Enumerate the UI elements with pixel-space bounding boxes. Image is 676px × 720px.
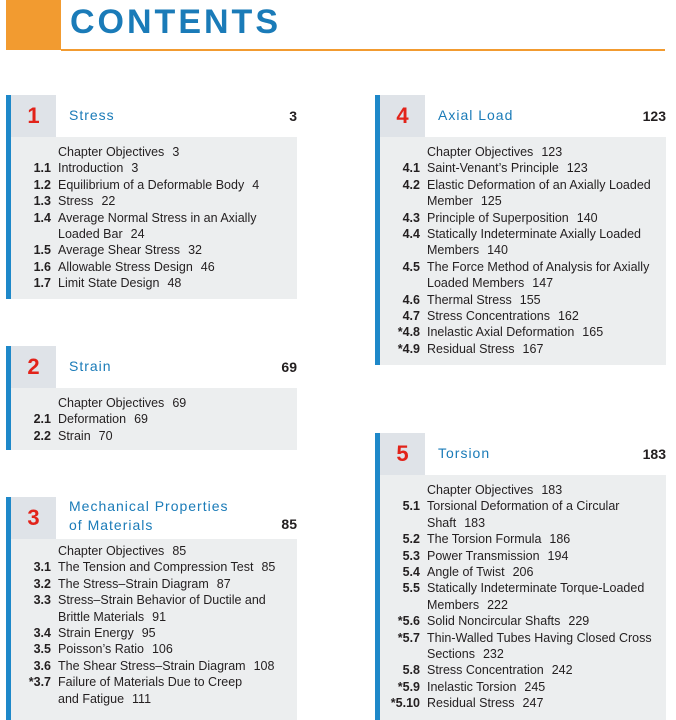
section-title-wrap (427, 531, 662, 547)
section-number: 2.1 (33, 412, 51, 427)
section-number: 5.1 (402, 499, 420, 514)
section-page: 111 (132, 691, 152, 706)
section-title: Poisson’s Ratio (58, 642, 144, 657)
section-title: Average Shear Stress (58, 243, 181, 258)
section-title-wrap (58, 674, 293, 707)
section-title-wrap (427, 482, 662, 498)
section-page: 69 (134, 412, 148, 427)
section-number: 3.5 (33, 642, 51, 657)
section-title: Stress Concentration (427, 663, 544, 678)
section-number: 3.6 (33, 658, 51, 673)
section-number: 3.4 (33, 626, 51, 640)
section-title-wrap (58, 395, 293, 411)
section-list (11, 137, 297, 299)
section-title-wrap (427, 341, 662, 357)
section-title: Equilibrium of a Deformable Body (58, 177, 245, 192)
section-number: *3.7 (28, 675, 51, 690)
section-number: 2.2 (33, 428, 51, 443)
section-list (380, 475, 666, 720)
section-title-wrap (58, 177, 293, 193)
section-title-wrap (427, 324, 662, 340)
section-page: 232 (482, 647, 504, 661)
section-title-wrap (427, 160, 662, 176)
section-title-wrap (427, 498, 662, 531)
section-page: 194 (547, 548, 569, 563)
section-title-wrap (427, 226, 662, 259)
section-title-wrap (427, 662, 662, 678)
section-title: Statically Indeterminate Axially Loaded Members (427, 227, 642, 258)
section-number: 5.8 (402, 663, 420, 678)
section-number: 3.2 (33, 576, 51, 591)
section-page: 165 (582, 325, 604, 340)
section-page: 70 (98, 428, 113, 443)
section-number: 3.1 (33, 560, 51, 575)
section-page: 183 (464, 515, 486, 530)
section-page: 95 (141, 626, 156, 640)
section-page: 32 (188, 243, 202, 258)
section-number: 1.6 (33, 259, 51, 274)
section-number: 1.3 (33, 194, 51, 209)
section-number: *5.7 (397, 630, 420, 645)
section-page: 123 (566, 161, 588, 176)
section-title: Solid Noncircular Shafts (427, 614, 561, 629)
section-title: Thin-Walled Tubes Having Closed Cross Sections (427, 630, 652, 661)
section-title-wrap (58, 144, 293, 160)
section-number: 5.5 (402, 581, 420, 596)
section-title-wrap (427, 259, 662, 292)
section-title: Thermal Stress (427, 292, 512, 307)
section-number: 1.7 (33, 276, 51, 291)
section-page: 3 (172, 145, 180, 159)
section-number: *5.6 (397, 614, 420, 629)
section-title: Introduction (58, 161, 124, 176)
section-title: Chapter Objectives (58, 145, 165, 159)
section-title: Chapter Objectives (58, 396, 165, 410)
section-number: *5.10 (390, 696, 420, 711)
section-page: 242 (551, 663, 573, 678)
section-title-wrap (58, 210, 293, 243)
section-title-wrap (58, 658, 293, 674)
section-number: 4.5 (402, 259, 420, 274)
section-page: 140 (576, 210, 598, 225)
section-title: Deformation (58, 412, 127, 427)
chapter-2 (6, 346, 297, 450)
section-page: 245 (524, 679, 546, 694)
chapter-page: 183 (642, 446, 666, 462)
section-page: 123 (541, 145, 563, 159)
section-number: 1.2 (33, 177, 51, 192)
section-list (11, 388, 297, 450)
page-title: CONTENTS (70, 3, 281, 41)
chapter-5 (375, 433, 666, 720)
section-number: 1.5 (33, 243, 51, 258)
section-title-wrap (427, 177, 662, 210)
section-title: Residual Stress (427, 696, 515, 711)
section-title-wrap (427, 210, 662, 226)
section-page: 87 (216, 576, 231, 591)
section-page: 186 (549, 532, 571, 547)
chapter-title: Axial Load (438, 107, 514, 123)
section-title: Strain (58, 428, 91, 443)
section-title-wrap (58, 543, 293, 559)
chapter-page: 123 (642, 108, 666, 124)
chapter-title: Torsion (438, 445, 491, 461)
section-title: Average Normal Stress in an Axially Loaded Bar (58, 210, 257, 241)
section-title-wrap (427, 679, 662, 695)
section-title: Torsional Deformation of a Circular Shaft (427, 499, 620, 530)
header-accent-block (6, 0, 61, 50)
section-title: The Torsion Formula (427, 532, 542, 547)
section-title: Angle of Twist (427, 565, 505, 579)
section-number: 1.1 (33, 161, 51, 176)
section-title: Elastic Deformation of an Axially Loaded Member (427, 177, 651, 209)
section-page: 85 (172, 544, 187, 558)
chapter-number: 1 (27, 103, 40, 128)
section-page: 162 (557, 309, 579, 323)
section-page: 108 (253, 658, 275, 673)
section-number: 4.4 (402, 227, 420, 241)
section-title: The Shear Stress–Strain Diagram (58, 658, 246, 673)
section-title: The Stress–Strain Diagram (58, 576, 209, 591)
section-page: 167 (522, 341, 544, 356)
section-title-wrap (58, 160, 293, 176)
section-title: Allowable Stress Design (58, 259, 193, 274)
section-title: Failure of Materials Due to Creep and Fatigue (58, 675, 243, 706)
section-page: 24 (130, 227, 145, 241)
section-number: 4.7 (402, 309, 420, 323)
section-title: Stress–Strain Behavior of Ductile and Brittle Materials (58, 593, 266, 624)
header-rule (61, 49, 665, 51)
section-title: Power Transmission (427, 548, 540, 563)
section-list (380, 137, 666, 365)
section-title-wrap (427, 548, 662, 564)
section-title: Chapter Objectives (427, 483, 534, 497)
section-title: Inelastic Axial Deformation (427, 325, 575, 340)
section-title-wrap (58, 592, 293, 625)
section-title-wrap (427, 308, 662, 324)
section-page: 183 (541, 483, 563, 497)
chapter-page: 69 (281, 359, 297, 375)
section-title: The Force Method of Analysis for Axially Loaded Members (427, 259, 650, 291)
section-number: 5.3 (402, 548, 420, 563)
section-number: 4.3 (402, 210, 420, 225)
section-number: 4.2 (402, 177, 420, 192)
chapter-page: 85 (281, 516, 297, 532)
section-number: 4.6 (402, 292, 420, 307)
section-page: 125 (480, 194, 502, 209)
section-number: 5.4 (402, 565, 420, 579)
section-page: 48 (167, 276, 182, 291)
section-title-wrap (58, 625, 293, 641)
section-title-wrap (427, 613, 662, 629)
section-page: 85 (261, 560, 276, 575)
chapter-number: 5 (396, 441, 409, 466)
section-page: 229 (568, 614, 590, 629)
chapter-number: 2 (27, 354, 40, 379)
section-title: Inelastic Torsion (427, 679, 517, 694)
section-title-wrap (427, 292, 662, 308)
section-title-wrap (58, 428, 293, 444)
section-page: 106 (151, 642, 173, 657)
chapter-title: Strain (69, 358, 112, 374)
section-title-wrap (427, 695, 662, 711)
chapter-number: 3 (27, 505, 40, 530)
section-page: 4 (252, 177, 260, 192)
section-page: 46 (200, 259, 215, 274)
section-title: Stress Concentrations (427, 309, 550, 323)
section-title-wrap (58, 411, 293, 427)
section-page: 140 (487, 243, 508, 258)
section-page: 155 (519, 292, 541, 307)
section-page: 3 (131, 161, 139, 176)
section-title: Statically Indeterminate Torque-Loaded Members (427, 581, 645, 612)
section-number: *4.9 (397, 341, 420, 356)
section-title-wrap (427, 144, 662, 160)
chapter-3 (6, 497, 297, 720)
section-page: 247 (522, 696, 544, 711)
chapter-1 (6, 95, 297, 299)
section-number: 4.1 (402, 161, 420, 176)
section-title: Residual Stress (427, 341, 515, 356)
section-title: Saint-Venant’s Principle (427, 161, 559, 176)
section-title-wrap (58, 576, 293, 592)
section-title-wrap (58, 242, 293, 258)
section-title: Stress (58, 194, 94, 209)
section-number: 3.3 (33, 593, 51, 608)
section-title-wrap (427, 580, 662, 613)
section-title-wrap (58, 259, 293, 275)
section-title-wrap (58, 275, 293, 291)
section-page: 22 (101, 194, 116, 209)
section-page: 147 (532, 276, 554, 291)
chapter-page: 3 (289, 108, 297, 124)
section-title: Strain Energy (58, 626, 134, 640)
section-number: *5.9 (397, 679, 420, 694)
section-title: Chapter Objectives (427, 145, 534, 159)
section-title-wrap (58, 641, 293, 657)
section-title-wrap (427, 564, 662, 580)
section-page: 206 (512, 565, 534, 579)
chapter-title: Mechanical Properties of Materials (69, 498, 229, 533)
section-number: *4.8 (397, 325, 420, 340)
section-title-wrap (58, 193, 293, 209)
section-list (11, 539, 297, 720)
section-title: Chapter Objectives (58, 544, 165, 558)
chapter-4 (375, 95, 666, 365)
section-title-wrap (427, 630, 662, 663)
section-page: 91 (152, 609, 167, 624)
section-title-wrap (58, 559, 293, 575)
chapter-number: 4 (396, 103, 409, 128)
chapter-title: Stress (69, 107, 115, 123)
section-page: 69 (172, 396, 187, 410)
section-number: 1.4 (33, 210, 51, 225)
section-page: 222 (487, 597, 508, 612)
section-title: Principle of Superposition (427, 210, 569, 225)
section-number: 5.2 (402, 532, 420, 547)
section-title: The Tension and Compression Test (58, 560, 254, 575)
section-title: Limit State Design (58, 276, 160, 291)
